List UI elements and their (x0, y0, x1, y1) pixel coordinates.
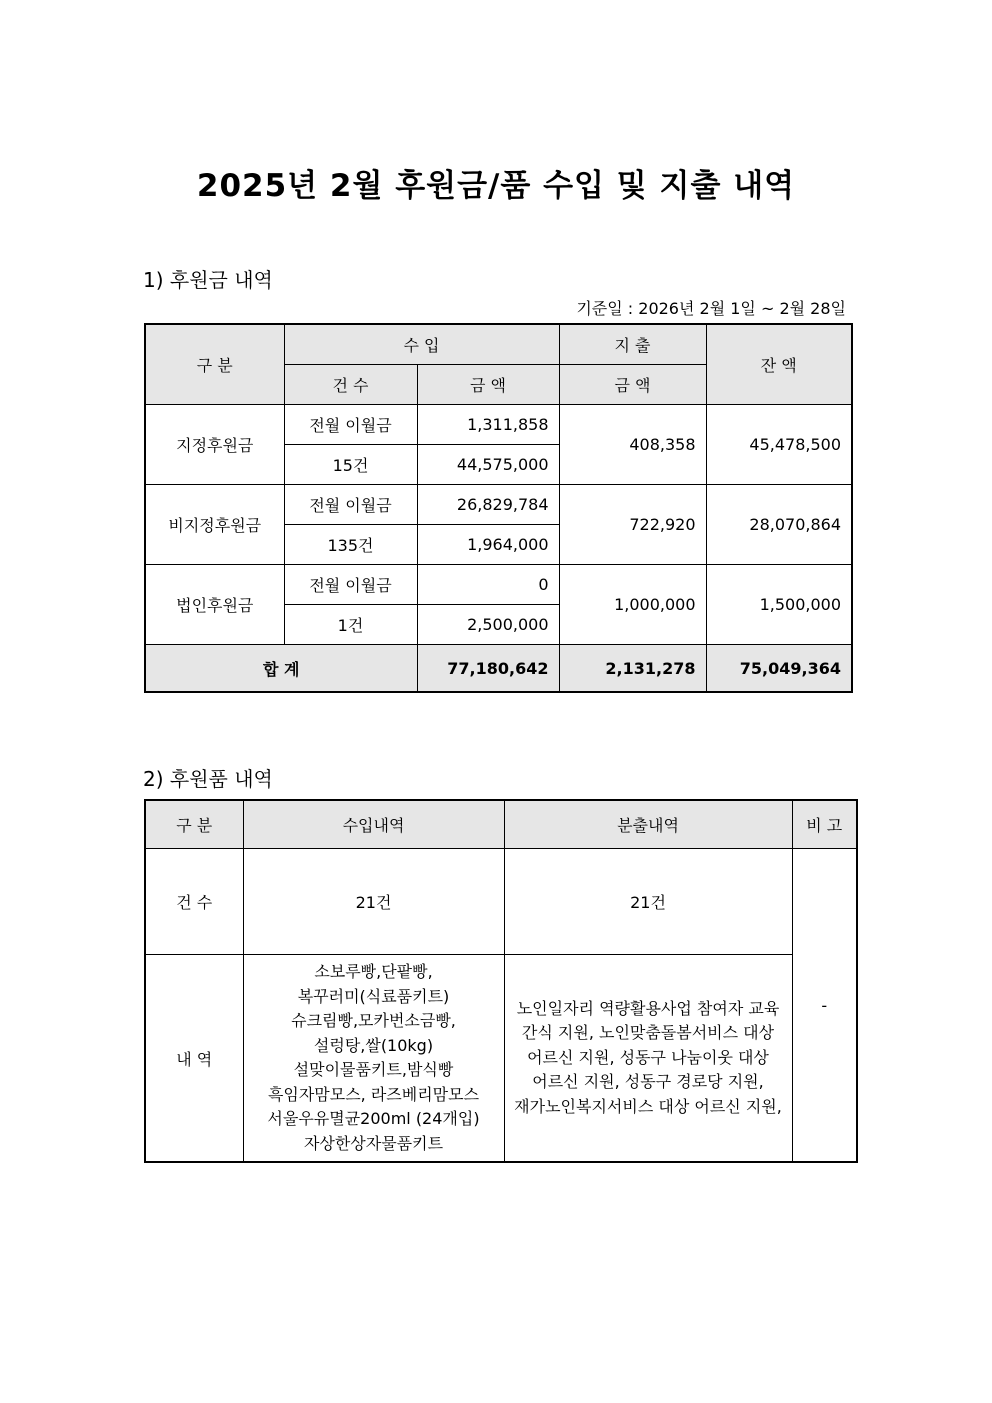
distribution-detail-line: 재가노인복지서비스 대상 어르신 지원, (514, 1096, 782, 1116)
income-amount: 1,964,000 (417, 525, 559, 565)
carry-amount: 26,829,784 (417, 485, 559, 525)
header-balance: 잔 액 (706, 324, 852, 405)
goods-header-note: 비 고 (792, 800, 857, 849)
table-row (145, 849, 857, 955)
header-expense: 지 출 (559, 324, 706, 365)
total-balance: 75,049,364 (706, 645, 852, 693)
income-detail-line: 설맞이물품키트,밤식빵 (293, 1060, 454, 1079)
income-count: 1건 (284, 605, 417, 645)
row-name: 비지정후원금 (145, 485, 284, 565)
carry-amount: 1,311,858 (417, 405, 559, 445)
row-name: 지정후원금 (145, 405, 284, 485)
count-label: 건 수 (145, 849, 243, 955)
table-row (145, 485, 852, 525)
income-count: 135건 (284, 525, 417, 565)
page-title: 2025년 2월 후원금/품 수입 및 지출 내역 (196, 168, 796, 204)
note-value: - (792, 849, 857, 1163)
header-amount: 금 액 (417, 365, 559, 405)
expense-amount: 1,000,000 (559, 565, 706, 645)
donated-goods-table (144, 799, 858, 1163)
goods-header-category: 구 분 (145, 800, 243, 849)
carry-label: 전월 이월금 (284, 565, 417, 605)
income-detail-line: 복꾸러미(식료품키트) (297, 986, 450, 1006)
income-amount: 44,575,000 (417, 445, 559, 485)
income-count: 15건 (284, 445, 417, 485)
goods-header-distribution: 분출내역 (504, 800, 792, 849)
distribution-details (504, 955, 792, 1163)
section-heading-goods: 2) 후원품 내역 (143, 767, 273, 791)
carry-label: 전월 이월금 (284, 485, 417, 525)
goods-header-income: 수입내역 (243, 800, 504, 849)
section-heading-donations: 1) 후원금 내역 (143, 268, 273, 292)
total-expense: 2,131,278 (559, 645, 706, 693)
balance-amount: 1,500,000 (706, 565, 852, 645)
distribution-detail-line: 어르신 지원, 성동구 나눔이웃 대상 (527, 1047, 769, 1067)
total-income: 77,180,642 (417, 645, 559, 693)
expense-amount: 722,920 (559, 485, 706, 565)
income-detail-line: 설렁탕,쌀(10kg) (313, 1035, 434, 1055)
income-amount: 2,500,000 (417, 605, 559, 645)
header-income: 수 입 (284, 324, 559, 365)
carry-label: 전월 이월금 (284, 405, 417, 445)
reference-date: 기준일 : 2026년 2월 1일 ~ 2월 28일 (576, 299, 846, 318)
income-detail-line: 소보루빵,단팥빵, (314, 962, 433, 981)
header-category: 구 분 (145, 324, 284, 405)
distribution-detail-line: 간식 지원, 노인맞춤돌봄서비스 대상 (521, 1023, 775, 1043)
expense-amount: 408,358 (559, 405, 706, 485)
distribution-detail-line: 어르신 지원, 성동구 경로당 지원, (532, 1072, 764, 1092)
income-detail-line: 슈크림빵,모카번소금빵, (291, 1011, 456, 1030)
total-label: 합 계 (145, 645, 417, 693)
income-detail-line: 흑임자맘모스, 라즈베리맘모스 (267, 1084, 480, 1104)
table-row (145, 955, 857, 1163)
income-count: 21건 (243, 849, 504, 955)
distribution-count: 21건 (504, 849, 792, 955)
income-detail-line: 자상한상자물품키트 (303, 1133, 444, 1153)
total-row (145, 645, 852, 693)
row-name: 법인후원금 (145, 565, 284, 645)
balance-amount: 45,478,500 (706, 405, 852, 485)
header-expense-amount: 금 액 (559, 365, 706, 405)
balance-amount: 28,070,864 (706, 485, 852, 565)
income-detail-line: 서울우유멸균200ml (24개입) (267, 1109, 480, 1128)
table-row (145, 405, 852, 445)
header-count: 건 수 (284, 365, 417, 405)
donation-money-table (144, 323, 853, 693)
carry-amount: 0 (417, 565, 559, 605)
income-details (243, 955, 504, 1163)
detail-label: 내 역 (145, 955, 243, 1163)
table-row (145, 565, 852, 605)
distribution-detail-line: 노인일자리 역량활용사업 참여자 교육 (516, 998, 780, 1018)
